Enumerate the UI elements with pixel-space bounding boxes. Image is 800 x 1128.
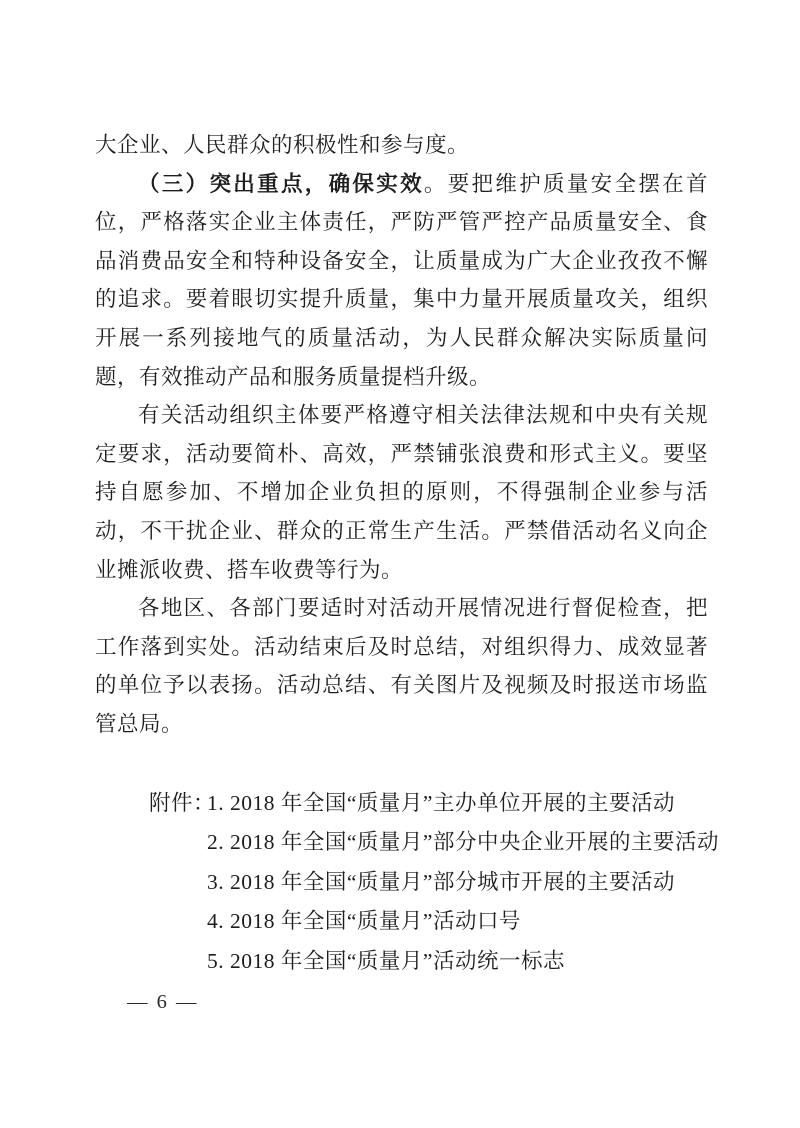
paragraph-continuation: 大企业、人民群众的积极性和参与度。 [95,133,470,157]
section-3-heading: （三）突出重点，确保实效 [138,171,424,196]
attachment-item: 2. 2018 年全国“质量月”部分中央企业开展的主要活动 [207,830,719,854]
attachment-item: 5. 2018 年全国“质量月”活动统一标志 [207,948,565,973]
attachments-section [95,784,719,982]
document-body [95,126,719,981]
attachment-item: 1. 2018 年全国“质量月”主办单位开展的主要活动 [207,790,675,815]
paragraph-activity-rules: 有关活动组织主体要严格遵守相关法律法规和中央有关规定要求，活动要简朴、高效，严禁铺张浪费和形式主义。要坚持自愿参加、不增加企业负担的原则，不得强制企业参与活动，不干扰企业、群众的正常生产生活。严禁借活动名义向企业摊派收费、搭车收费等行为。 [95,403,708,582]
paragraph-section-3 [95,165,708,397]
attachment-item: 4. 2018 年全国“质量月”活动口号 [207,909,521,933]
attachments-label: 附件： [149,790,216,815]
paragraph-supervision: 各地区、各部门要适时对活动开展情况进行督促检查，把工作落到实处。活动结束后及时总结，对组织得力、成效显著的单位予以表扬。活动总结、有关图片及视频及时报送市场监管总局。 [95,596,708,736]
attachment-item: 3. 2018 年全国“质量月”部分城市开展的主要活动 [207,869,675,894]
section-3-text: 。要把维护质量安全摆在首位，严格落实企业主体责任，严防严管严控产品质量安全、食品消费品安全和特种设备安全，让质量成为广大企业孜孜不懈的追求。要着眼切实提升质量，集中力量开展质量攻关，组织开展一系列接地气的质量活动，为人民群众解决实际质量问题，有效推动产品和服务质量提档升级。 [95,171,708,389]
page-number: — 6 — [127,991,199,1013]
